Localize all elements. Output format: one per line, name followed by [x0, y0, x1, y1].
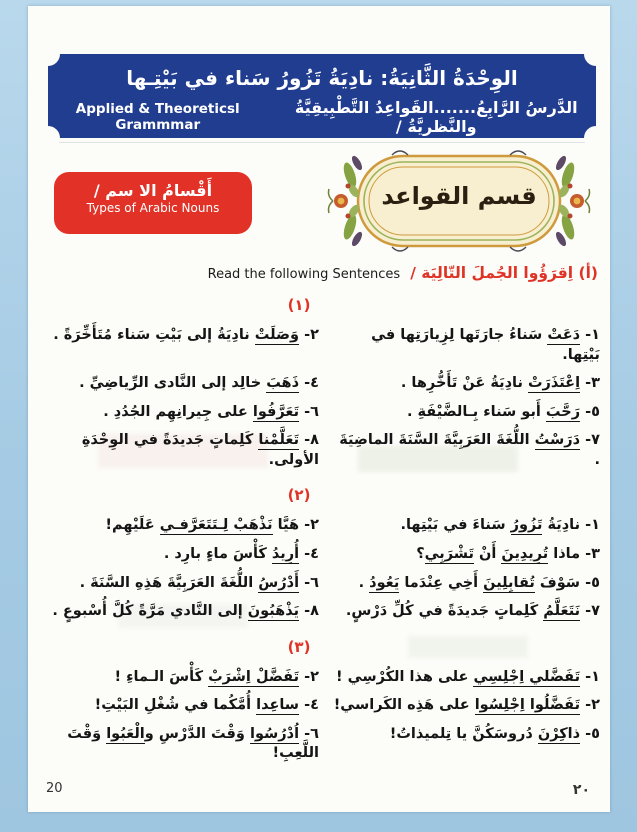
grammar-section-cartouche	[326, 146, 592, 256]
sentence: ٨- تَعَلَّمْنا كَلِماتٍ جَديدَةً في الوِحْدَةِ الأولى.	[81, 432, 319, 468]
underlined-verb: وَصَلَتْ	[254, 327, 300, 343]
underlined-verb: دَعَتْ	[547, 327, 581, 343]
section-number: (١)	[287, 296, 311, 314]
plaque-corner-notch	[36, 126, 60, 150]
sentence: ٣- اِعْتَذَرَتْ نادِيَةُ عَنْ تَأَخُّرِها .	[400, 375, 600, 392]
bleed-through-line	[46, 142, 596, 143]
grammar-section-title: قسم القواعد	[381, 182, 537, 210]
underlined-verb: اُدْرُسُوا	[249, 725, 300, 742]
underlined-verb: ذَهَبَ	[266, 375, 300, 392]
sentence: ٤- ساعِدا أُمَّكُما في شُغْلِ البَيْتِ!	[94, 697, 319, 714]
sentence: ١- تَفَضَّلي اِجْلِسِي على هذا الكُرْسِي !	[335, 668, 600, 685]
sentence-section	[38, 638, 600, 764]
unit-title: الوِحْدَةُ الثَّانِيَةُ: نادِيَةُ تَزُورُ سَناء في بَيْتِـها	[126, 66, 518, 90]
noun-types-english: Types of Arabic Nouns	[86, 201, 220, 215]
page-number-arabic: ٢٠	[572, 782, 590, 798]
instruction-arabic: (أ) اِقرَؤُوا الجُملَ التّالِيَة /	[410, 264, 598, 282]
noun-types-arabic: أَقْسامُ الا سم /	[93, 181, 213, 200]
sentence: ١- نادِيَةُ تَزُورُ سَناءَ في بَيْتِها.	[400, 517, 600, 534]
sentence: ٥- ذاكِرْنَ دُروسَكُنَّ يا تِلميذاتُ!	[389, 725, 600, 742]
underlined-verb: يَعُودُ	[369, 574, 400, 591]
sentence: ٤- أُرِيدُ كَأْسَ ماءٍ بارِد .	[163, 545, 319, 562]
sentence: ٤- ذَهَبَ خالِد إلى النَّادى الرِّياضِيِّ .	[79, 375, 319, 392]
sections	[38, 294, 600, 773]
instruction-line	[208, 264, 598, 282]
lesson-title	[48, 98, 596, 136]
plaque-corner-notch	[584, 42, 608, 66]
sentence: ٢- تَفَضَّلْ اِشْرَبْ كَأْسَ الـماءِ !	[114, 668, 319, 685]
instruction-english: Read the following Sentences	[207, 267, 401, 282]
underlined-verb: ذاكِرْنَ	[537, 725, 581, 742]
underlined-verb: تَشْرَبِي	[424, 545, 474, 562]
underlined-verb: تَفَضَّلُوا اِجْلِسُوا	[474, 697, 581, 714]
underlined-verb: ساعِدا	[256, 697, 300, 714]
sentence-row	[38, 403, 600, 423]
sentence: ٣- ماذا تُرِيدِينَ أَنْ تَشْرَبِي؟	[416, 545, 600, 562]
section-number: (٣)	[287, 637, 311, 656]
underlined-verb: تَفَضَّلي اِجْلِسِي	[473, 668, 581, 685]
underlined-verb: تَعَلَّمْنا	[258, 432, 300, 449]
section-number: (٢)	[287, 486, 311, 505]
sentence-row	[38, 696, 600, 716]
underlined-verb: تَزُورُ	[510, 517, 543, 534]
sentence-row	[38, 668, 600, 688]
underlined-verb: رَحَّبَ	[545, 403, 581, 420]
sentence-section	[38, 296, 600, 470]
sentence: ٢- هَيَّا نَذْهَبْ لِـتَتَعَرَّفـي عَلَيْهِم!	[105, 517, 319, 534]
sentence: ٦- أَدْرُسُ اللُّغَةَ العَرَبِيَّةَ هَذِهِ السَّنَةَ .	[79, 574, 319, 591]
underlined-verb: نَذْهَبْ لِـتَتَعَرَّفـي	[159, 517, 273, 534]
sentence: ٦- اُدْرُسُوا وَقْتَ الدَّرْسِ والْعَبُوا وَقْتَ اللَّعِبِ!	[67, 725, 319, 762]
underlined-verb: نَتَعَلَّمُ	[543, 603, 581, 620]
page-number-latin: 20	[46, 781, 63, 796]
underlined-verb: دَرَسْتُ	[534, 432, 581, 449]
sentence-row	[38, 545, 600, 565]
sentence: ١- دَعَتْ سَناءُ جارَتَها لِزِيارَتِها في بَيْتِها.	[371, 327, 600, 363]
underlined-verb: تُقابِلِينَ	[483, 574, 535, 591]
sentence-section	[38, 486, 600, 621]
sentence: ٥- سَوْفَ تُقابِلِينَ أَخِي عِنْدَما يَعُودُ .	[358, 574, 600, 591]
unit-header-plaque	[48, 54, 596, 138]
sentence: ٥- رَحَّبَ أَبو سَناء بِـالضَّيْفَةِ .	[406, 403, 600, 420]
underlined-verb: أُرِيدُ	[271, 545, 300, 562]
underlined-verb: يَذْهَبُونَ	[247, 603, 300, 620]
sentence: ٢- وَصَلَتْ نادِيَةُ إلى بَيْتِ سَناء مُتَأَخِّرَةً .	[53, 327, 319, 343]
sentence-row	[38, 431, 600, 470]
underlined-verb: اِعْتَذَرَتْ	[527, 375, 581, 392]
sentence: ٢- تَفَضَّلُوا اِجْلِسُوا على هَذِه الكَراسي!	[333, 697, 600, 714]
sentence: ٧- نَتَعَلَّمُ كَلِماتٍ جَديدَةً في كُلِّ دَرْسٍ.	[345, 603, 600, 620]
underlined-verb: الْعَبُوا	[106, 725, 145, 742]
lesson-title-arabic: الدَّرسُ الرَّابِعُ.......القَواعِدُ التَّطْبِيقِيَّةُ والنَّظريَّةُ /	[294, 98, 578, 136]
sentence-row	[38, 602, 600, 622]
sentence: ٨- يَذْهَبُونَ إلى النَّادي مَرَّةً كُلَّ أُسْبوعٍ .	[52, 603, 319, 620]
sentence-row	[38, 374, 600, 394]
lesson-title-english: Applied & Theoreticsl Grammmar	[75, 101, 240, 133]
sentence-row	[38, 326, 600, 365]
underlined-verb: تَفَضَّلْ اِشْرَبْ	[208, 668, 300, 685]
book-page	[28, 6, 610, 812]
noun-types-box	[54, 172, 252, 234]
sentence-row	[38, 725, 600, 764]
sentence-row	[38, 516, 600, 536]
underlined-verb: تَعَرَّفُوا	[252, 403, 300, 420]
underlined-verb: تُرِيدِينَ	[501, 545, 549, 562]
sentence: ٦- تَعَرَّفُوا على جِيرانِهِم الجُدُدِ .	[103, 403, 319, 420]
sentence: ٧- دَرَسْتُ اللُّغَةَ العَرَبِيَّةَ السَّنَةَ الماضِيَةَ .	[339, 432, 600, 468]
plaque-corner-notch	[36, 42, 60, 66]
underlined-verb: أَدْرُسُ	[258, 574, 300, 591]
sentence-row	[38, 574, 600, 594]
